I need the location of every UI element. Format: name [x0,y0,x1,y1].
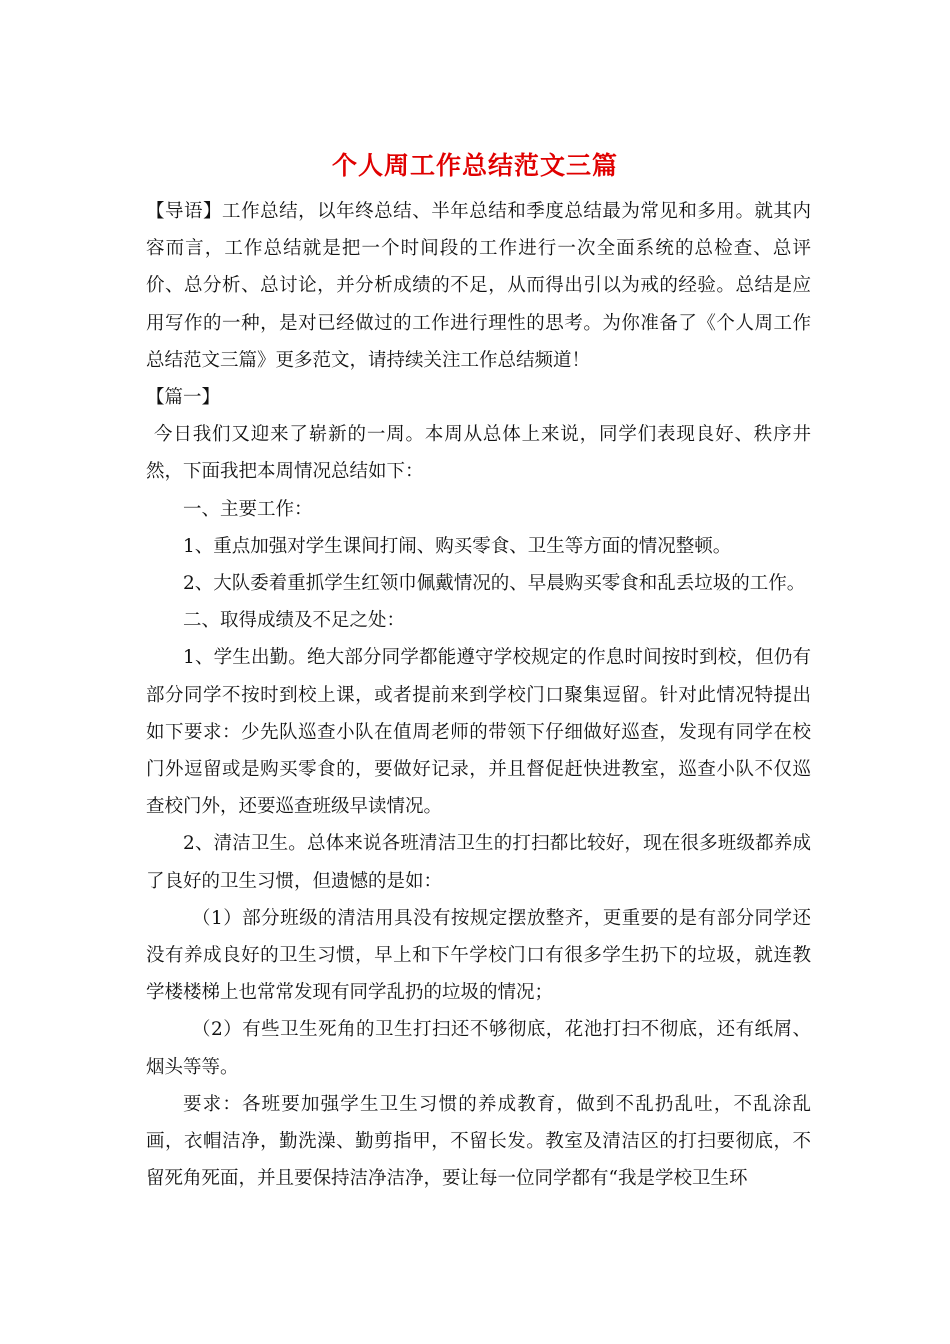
heading-main-work: 一、主要工作： [183,498,313,520]
results-item-hygiene: 2、清洁卫生。总体来说各班清洁卫生的打扫都比较好，现在很多班级都养成了良好的卫生习惯，但遗憾的是如： [146,833,811,892]
main-work-item-1: 1、重点加强对学生课间打闹、购买零食、卫生等方面的情况整顿。 [183,535,732,557]
heading-results: 二、取得成绩及不足之处： [183,610,406,632]
section-heading-part-one: 【篇一】 [146,387,221,409]
hygiene-subitem-2: （2）有些卫生死角的卫生打扫还不够彻底，花池打扫不彻底，还有纸屑、烟头等等。 [146,1019,811,1078]
results-item-attendance: 1、学生出勤。绝大部分同学都能遵守学校规定的作息时间按时到校，但仍有部分同学不按时到校上课，或者提前来到学校门口聚集逗留。针对此情况特提出如下要求：少先队巡查小队在值周老师的带领下仔细做好巡查，发现有同学在校门外逗留或是购买零食的，要做好记录，并且督促赶快进教室，巡查小队不仅巡查校门外，还要巡查班级早读情况。 [146,647,811,818]
main-work-item-2: 2、大队委着重抓学生红领巾佩戴情况的、早晨购买零食和乱丢垃圾的工作。 [183,573,806,595]
document-body [146,193,811,1197]
opening-paragraph: 今日我们又迎来了崭新的一周。本周从总体上来说，同学们表现良好、秩序井然，下面我把本周情况总结如下： [146,424,811,483]
hygiene-subitem-1: （1）部分班级的清洁用具没有按规定摆放整齐，更重要的是有部分同学还没有养成良好的卫生习惯，早上和下午学校门口有很多学生扔下的垃圾，就连教学楼楼梯上也常常发现有同学乱扔的垃圾的情况； [146,907,811,1004]
intro-paragraph: 【导语】工作总结，以年终总结、半年总结和季度总结最为常见和多用。就其内容而言，工作总结就是把一个时间段的工作进行一次全面系统的总检查、总评价、总分析、总讨论，并分析成绩的不足，从而得出引以为戒的经验。总结是应用写作的一种，是对已经做过的工作进行理性的思考。为你准备了《个人周工作总结范文三篇》更多范文，请持续关注工作总结频道！ [146,201,811,371]
requirements-paragraph: 要求：各班要加强学生卫生习惯的养成教育，做到不乱扔乱吐，不乱涂乱画，衣帽洁净，勤洗澡、勤剪指甲，不留长发。教室及清洁区的打扫要彻底，不留死角死面，并且要保持洁净洁净，要让每一位同学都有“我是学校卫生环 [146,1093,811,1190]
document-title: 个人周工作总结范文三篇 [331,151,618,180]
